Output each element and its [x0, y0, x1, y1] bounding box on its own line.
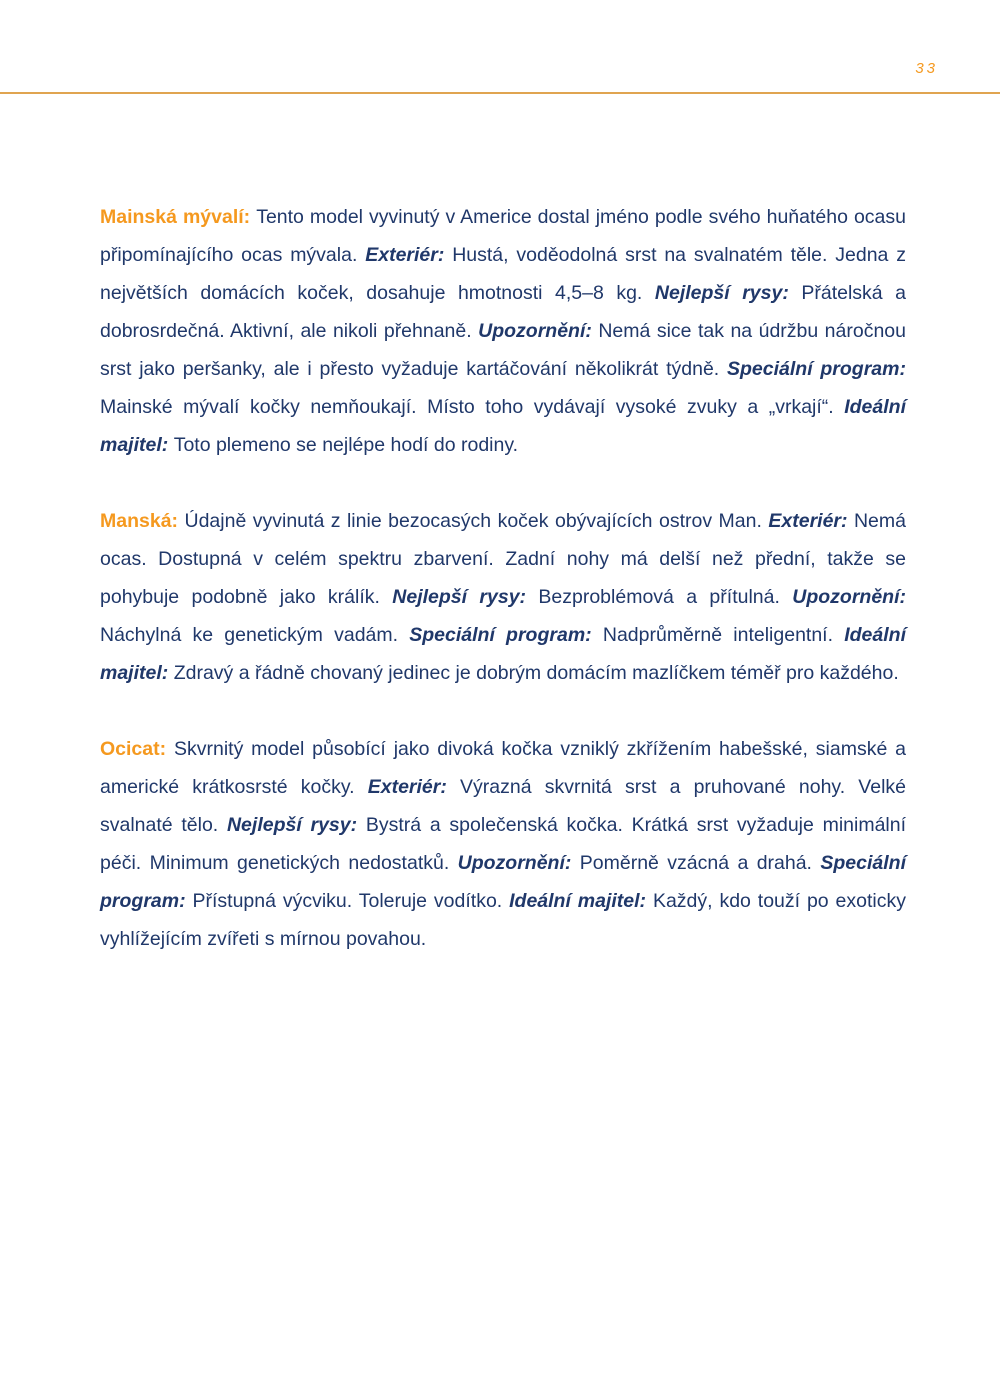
- inline-label: Exteriér:: [367, 776, 461, 798]
- inline-label: Nejlepší rysy:: [226, 814, 366, 836]
- inline-label: Ideální majitel:: [509, 890, 653, 912]
- paragraph-ocicat: [100, 730, 906, 958]
- inline-label: Exteriér:: [768, 510, 854, 532]
- body-text: Nadprůměrně inteligentní.: [602, 624, 845, 646]
- paragraph-mainska-myvali: [100, 198, 906, 464]
- inline-label: Nejlepší rysy:: [654, 282, 802, 304]
- inline-label: Ideální majitel:: [100, 396, 906, 456]
- body-text: Přátelská a dobrosrdečná. Aktivní, ale nikoli přehnaně.: [100, 282, 906, 342]
- inline-label: Speciální program:: [409, 624, 603, 646]
- header-rule: [0, 92, 1000, 94]
- body-text: Nemá ocas. Dostupná v celém spektru zbarvení. Zadní nohy má delší než přední, takže se pohybuje podobně jako králík.: [100, 510, 906, 608]
- inline-label: Speciální program:: [727, 358, 906, 380]
- body-text: Bezproblémová a přítulná.: [538, 586, 793, 608]
- body-text: Skvrnitý model působící jako divoká kočka vzniklý zkřížením habešské, siamské a americké krátkosrsté kočky.: [100, 738, 906, 798]
- body-text: Přístupná výcviku. Toleruje vodítko.: [192, 890, 510, 912]
- body-text: Hustá, voděodolná srst na svalnatém těle. Jedna z největších domácích koček, dosahuje hmotnosti 4,5–8 kg.: [100, 244, 906, 304]
- breed-name: Manská:: [100, 510, 185, 532]
- body-text: Náchylná ke genetickým vadám.: [100, 624, 410, 646]
- inline-label: Upozornění:: [792, 586, 906, 608]
- body-text: Tento model vyvinutý v Americe dostal jméno podle svého huňatého ocasu připomínajícího ocas mývala.: [100, 206, 906, 266]
- body-text: Výrazná skvrnitá srst a pruhované nohy. Velké svalnaté tělo.: [100, 776, 907, 836]
- inline-label: Upozornění:: [457, 852, 580, 874]
- inline-label: Upozornění:: [478, 320, 599, 342]
- body-text: Toto plemeno se nejlépe hodí do rodiny.: [173, 434, 519, 456]
- body-text: Nemá sice tak na údržbu náročnou srst jako peršanky, ale i přesto vyžaduje kartáčování několikrát týdně.: [100, 320, 906, 380]
- body-text: Bystrá a společenská kočka. Krátká srst vyžaduje minimální péči. Minimum genetických nedostatků.: [100, 814, 907, 874]
- inline-label: Nejlepší rysy:: [392, 586, 539, 608]
- body-text: Mainské mývalí kočky nemňoukají. Místo toho vydávají vysoké zvuky a „vrkají“.: [100, 396, 845, 418]
- body-text: Údajně vyvinutá z linie bezocasých koček obývajících ostrov Man.: [184, 510, 769, 532]
- breed-name: Mainská mývalí:: [100, 206, 257, 228]
- page-number: 33: [915, 60, 938, 77]
- breed-name: Ocicat:: [100, 738, 174, 760]
- paragraph-manska: [100, 502, 906, 692]
- body-text: Každý, kdo touží po exoticky vyhlížejícím zvířeti s mírnou povahou.: [100, 890, 906, 950]
- inline-label: Ideální majitel:: [100, 624, 906, 684]
- inline-label: Exteriér:: [365, 244, 453, 266]
- page-content: [100, 198, 906, 996]
- body-text: Poměrně vzácná a drahá.: [579, 852, 821, 874]
- inline-label: Speciální program:: [100, 852, 906, 912]
- body-text: Zdravý a řádně chovaný jedinec je dobrým domácím mazlíčkem téměř pro každého.: [173, 662, 899, 684]
